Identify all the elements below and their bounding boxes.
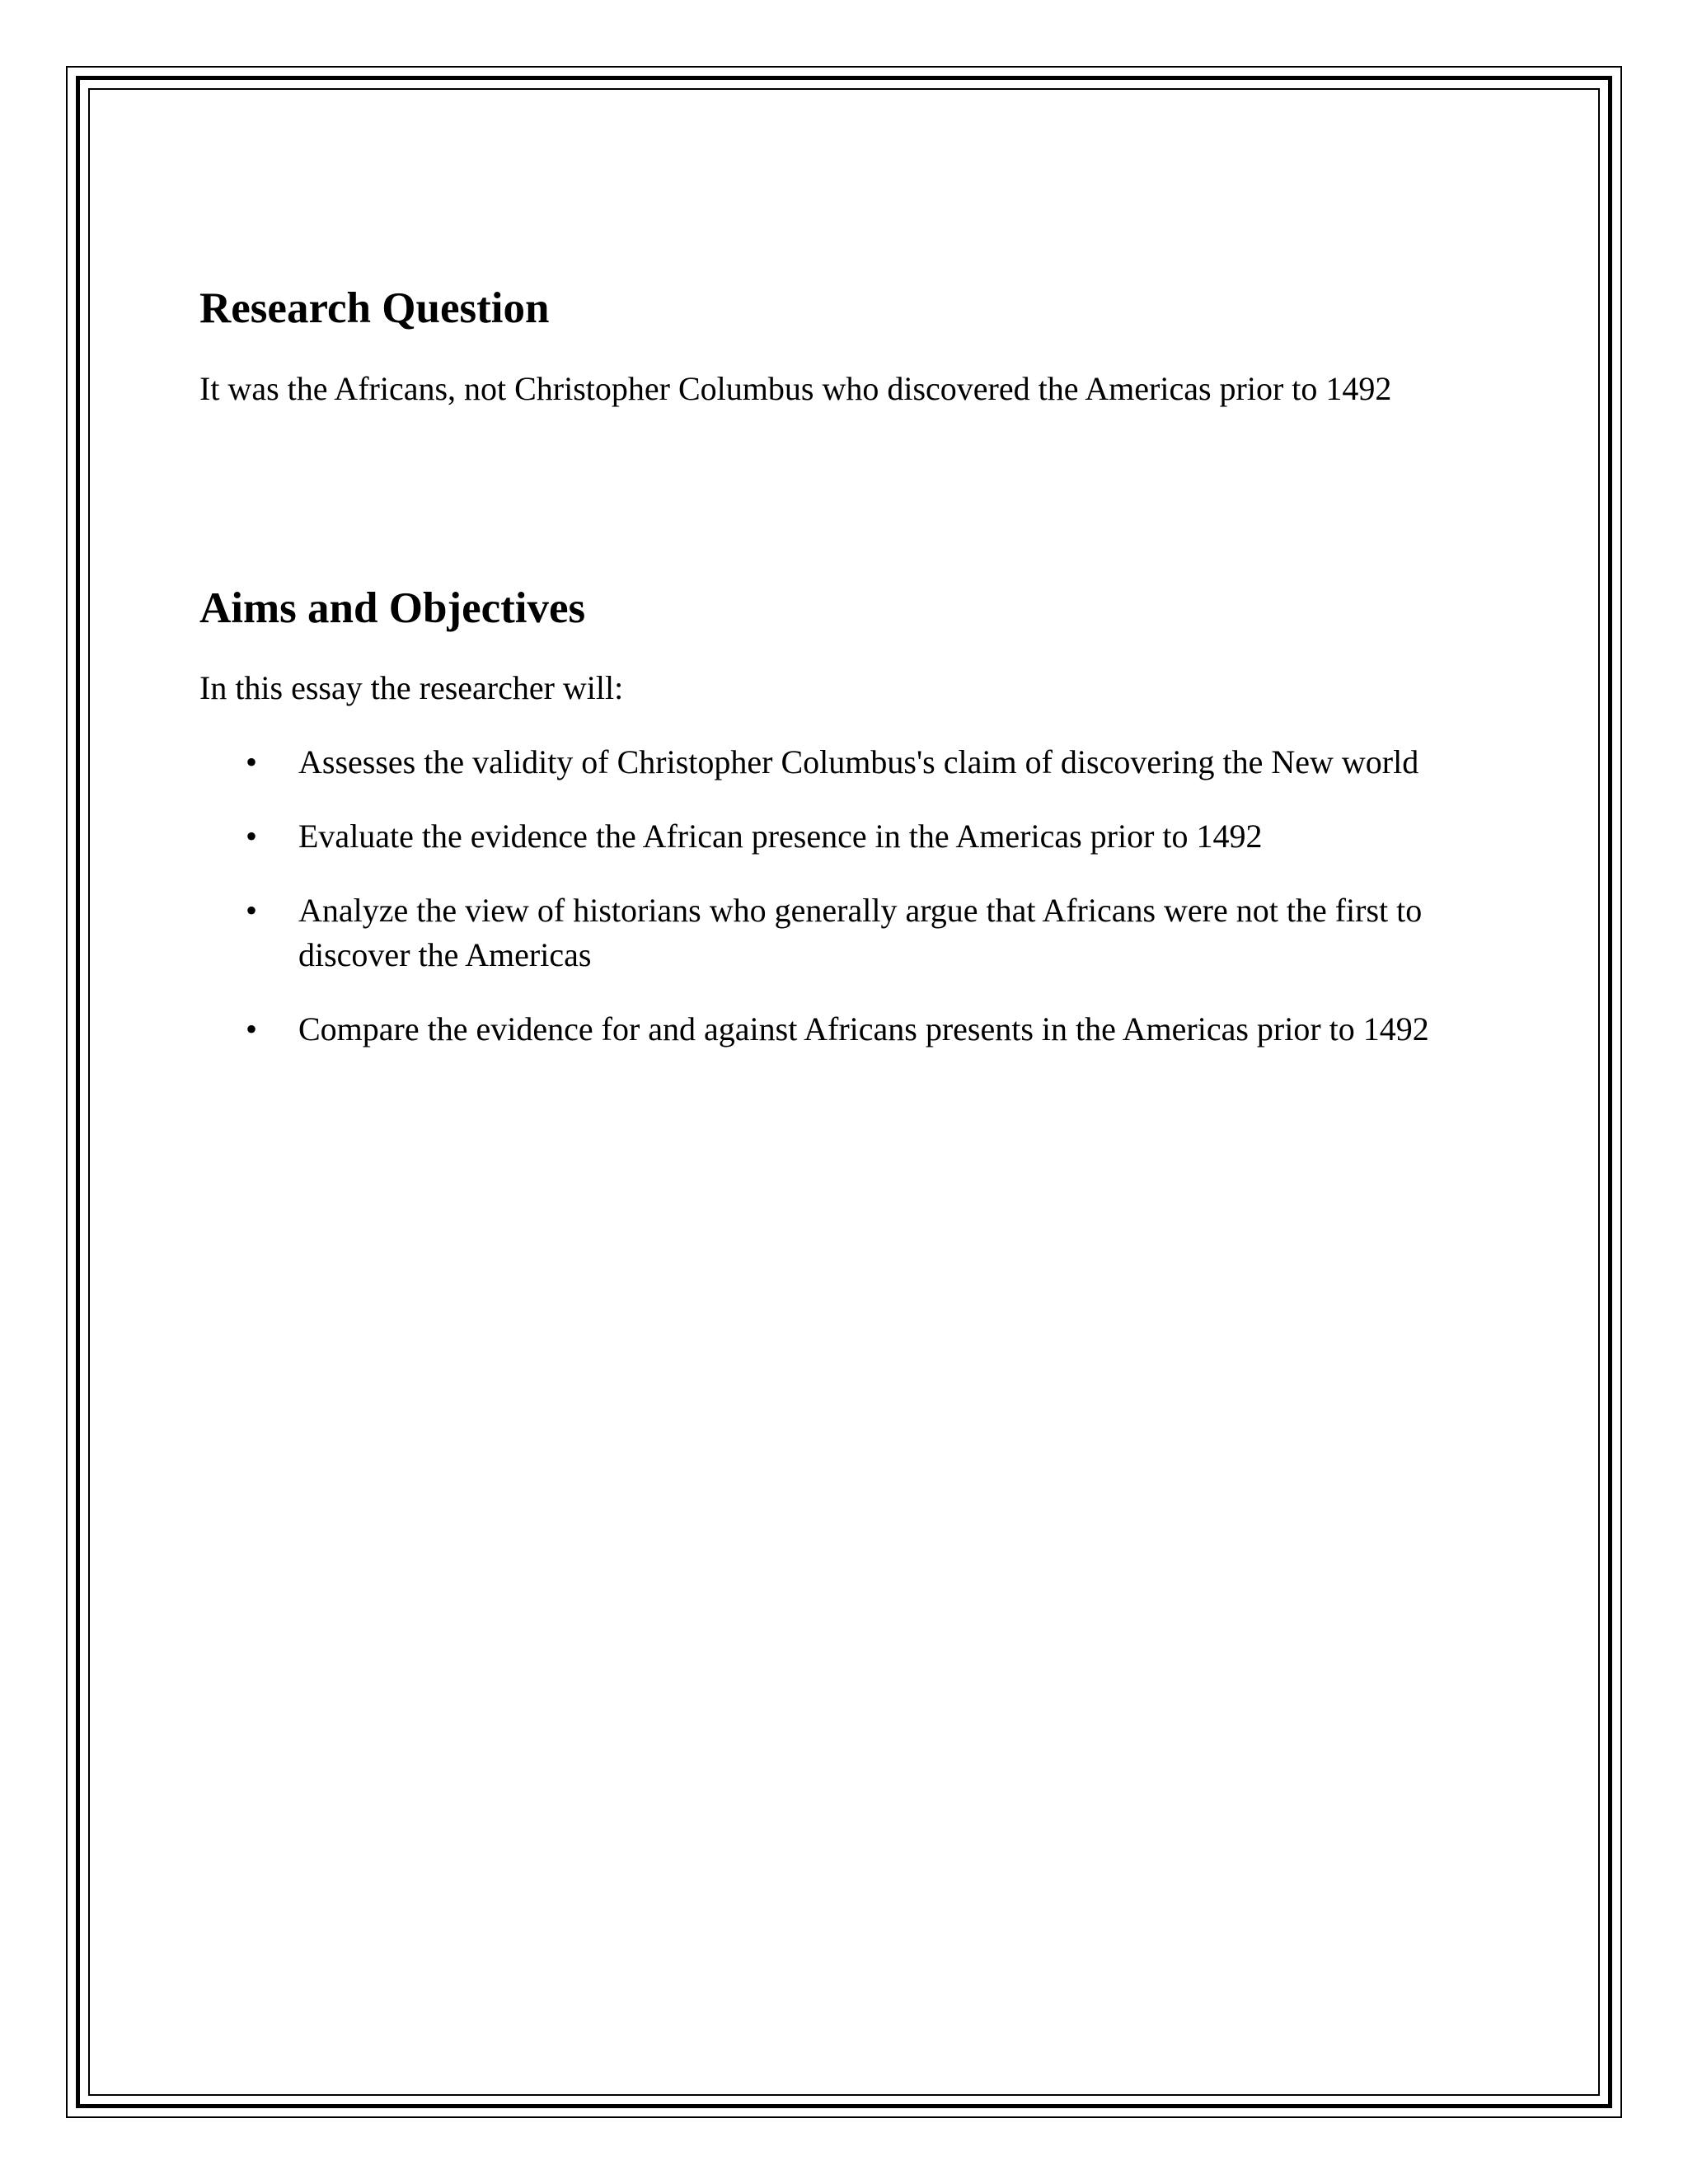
list-item	[199, 888, 1502, 977]
list-item	[199, 814, 1502, 859]
list-item-text: Analyze the view of historians who generally argue that Africans were not the first to discover the Americas	[298, 892, 1423, 973]
bullet-icon: •	[246, 818, 258, 855]
list-item-text: Evaluate the evidence the African presence in the Americas prior to 1492	[298, 818, 1263, 855]
aims-objectives-heading: Aims and Objectives	[199, 584, 586, 632]
research-question-text: It was the Africans, not Christopher Columbus who discovered the Americas prior to 1492	[199, 370, 1392, 407]
objectives-list	[199, 740, 1502, 1081]
bullet-icon: •	[246, 743, 258, 780]
list-item-text: Compare the evidence for and against Africans presents in the Americas prior to 1492	[298, 1010, 1429, 1047]
bullet-icon: •	[246, 892, 258, 929]
list-item-text: Assesses the validity of Christopher Columbus's claim of discovering the New world	[298, 743, 1419, 780]
aims-objectives-intro: In this essay the researcher will:	[199, 669, 624, 706]
research-question-heading: Research Question	[199, 284, 550, 332]
list-item	[199, 740, 1502, 785]
bullet-icon: •	[246, 1010, 258, 1047]
list-item	[199, 1007, 1502, 1052]
